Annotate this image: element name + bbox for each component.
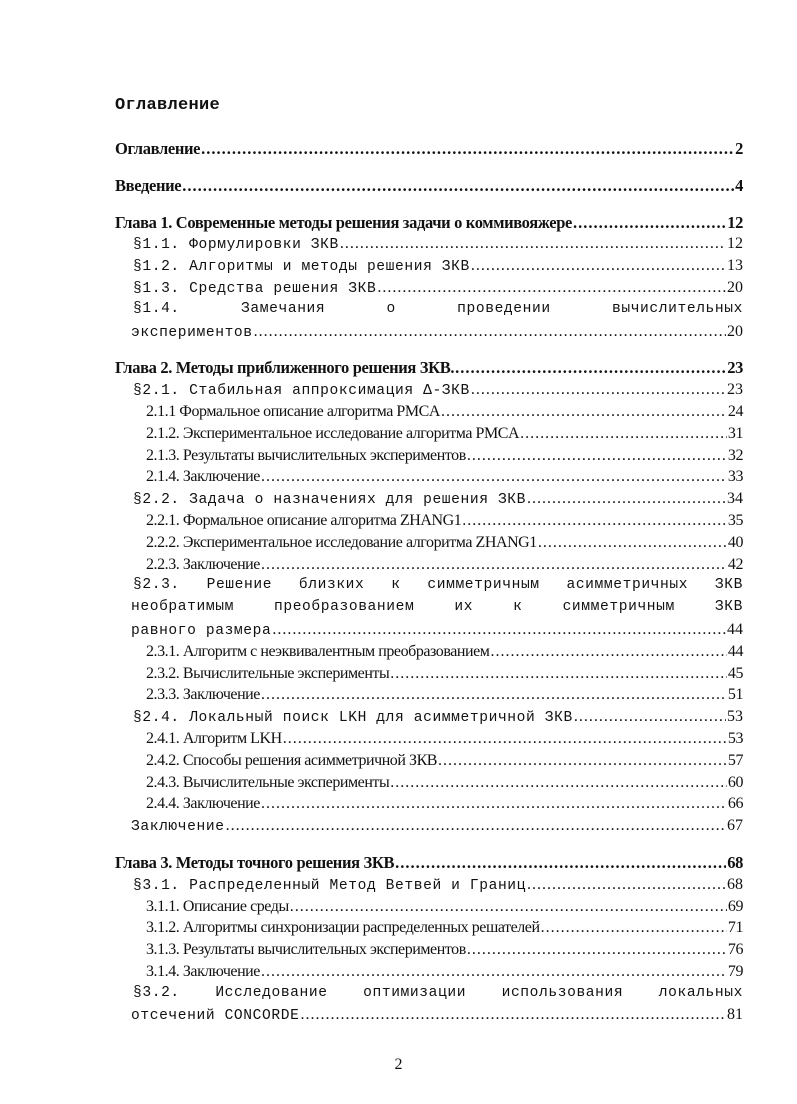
toc-entry-title: 2.1.2. Экспериментальное исследование алгоритма PMCA — [146, 424, 520, 442]
toc-entry-title: Глава 2. Методы приближенного решения ЗКВ. — [115, 358, 455, 378]
toc-entry-sub[interactable] — [115, 896, 743, 918]
toc-entry-sub[interactable] — [115, 793, 743, 815]
toc-entry-page: 67 — [727, 817, 743, 835]
dot-leader — [290, 896, 727, 918]
toc-entry-title: 2.4.3. Вычислительные эксперименты — [146, 773, 390, 791]
toc-entry-title: 2.3.1. Алгоритм с неэквивалентным преобразованием — [146, 642, 490, 660]
toc-entry-title: 3.1.2. Алгоритмы синхронизации распределенных решателей — [146, 919, 540, 937]
toc-entry-sub[interactable] — [115, 772, 743, 794]
dot-leader — [226, 815, 726, 837]
toc-entry-chapter[interactable] — [115, 175, 743, 197]
toc-entry-sec[interactable] — [115, 575, 743, 597]
toc-entry-title: 2.2.1. Формальное описание алгоритма ZHANG1 — [146, 511, 462, 529]
toc-entry-sub[interactable] — [115, 917, 743, 939]
toc-entry-title: §2.4. Локальный поиск LKH для асимметричной ЗКВ — [133, 710, 573, 727]
dot-leader — [377, 277, 726, 299]
toc-entry-title: §3.2. Исследование оптимизации использования локальных — [133, 984, 743, 1001]
toc-entry-sec[interactable] — [115, 1004, 743, 1026]
dot-leader — [538, 532, 727, 554]
toc-entry-title: 2.4.2. Способы решения асимметричной ЗКВ — [146, 751, 438, 769]
dot-leader — [254, 321, 726, 343]
toc-entry-page: 53 — [727, 708, 743, 726]
toc-entry-sub[interactable] — [115, 641, 743, 663]
toc-entry-sec[interactable] — [115, 619, 743, 641]
toc-entry-page: 45 — [727, 664, 743, 682]
dot-leader — [441, 401, 727, 423]
dot-leader — [390, 772, 727, 794]
dot-leader — [438, 750, 727, 772]
toc-entry-page: 32 — [727, 446, 743, 464]
toc-entry-page: 23 — [727, 381, 743, 399]
toc-entry-page: 4 — [735, 175, 743, 195]
dot-leader — [261, 793, 727, 815]
toc-entry-sec[interactable] — [115, 488, 743, 510]
toc-entry-title: отсечений CONCORDE — [131, 1008, 300, 1025]
toc-entry-sec[interactable] — [115, 277, 743, 299]
toc-entry-chapter[interactable] — [115, 138, 743, 160]
dot-leader — [261, 554, 727, 576]
toc-entry-page: 71 — [727, 919, 743, 937]
table-of-contents — [115, 138, 743, 1026]
toc-entry-title: 2.3.3. Заключение — [146, 686, 260, 704]
dot-leader — [390, 663, 727, 685]
toc-entry-sub[interactable] — [115, 554, 743, 576]
dot-leader — [527, 488, 726, 510]
toc-entry-title: 3.1.4. Заключение — [146, 962, 260, 980]
toc-entry-page: 12 — [727, 235, 743, 253]
toc-entry-title: Оглавление — [115, 139, 201, 158]
toc-entry-title: 2.3.2. Вычислительные эксперименты — [146, 664, 390, 682]
toc-entry-page: 31 — [727, 424, 743, 442]
toc-entry-sub[interactable] — [115, 750, 743, 772]
toc-entry-page: 2 — [735, 139, 743, 158]
toc-entry-title: 2.4.1. Алгоритм LKH — [146, 729, 282, 747]
toc-entry-title: 2.1.4. Заключение — [146, 468, 260, 486]
toc-entry-page: 34 — [727, 490, 743, 508]
toc-entry-title: равного размера — [131, 622, 272, 639]
toc-entry-chapter[interactable] — [115, 852, 743, 874]
dot-leader — [541, 917, 727, 939]
toc-entry-sub[interactable] — [115, 663, 743, 685]
toc-entry-sec[interactable] — [115, 983, 743, 1005]
toc-entry-page: 60 — [727, 773, 743, 791]
toc-entry-title: 2.2.3. Заключение — [146, 555, 260, 573]
dot-leader — [573, 212, 726, 234]
toc-entry-sub[interactable] — [115, 939, 743, 961]
dot-leader — [574, 706, 726, 728]
dot-leader — [467, 939, 727, 961]
dot-leader — [261, 466, 727, 488]
dot-leader — [340, 233, 726, 255]
toc-entry-title: Глава 1. Современные методы решения задачи о коммивояжере — [115, 212, 573, 232]
dot-leader — [490, 641, 726, 663]
toc-entry-page: 35 — [727, 511, 743, 529]
toc-heading: Оглавление — [115, 96, 221, 115]
toc-entry-title: §2.1. Стабильная аппроксимация Δ-ЗКВ — [133, 383, 470, 400]
dot-leader — [462, 510, 727, 532]
toc-entry-page: 57 — [727, 751, 743, 769]
toc-entry-sec[interactable] — [115, 299, 743, 321]
toc-entry-page: 20 — [727, 278, 743, 296]
toc-entry-sub[interactable] — [115, 445, 743, 467]
dot-leader — [261, 961, 727, 983]
toc-entry-title: 2.4.4. Заключение — [146, 795, 260, 813]
toc-entry-title: §1.3. Средства решения ЗКВ — [133, 280, 377, 297]
toc-entry-title: 2.1.1 Формальное описание алгоритма PMCA — [146, 402, 440, 420]
toc-entry-page: 12 — [727, 212, 743, 232]
toc-entry-sub[interactable] — [115, 423, 743, 445]
toc-entry-title: §1.1. Формулировки ЗКВ — [133, 237, 339, 254]
toc-entry-page: 53 — [727, 729, 743, 747]
dot-leader — [283, 728, 727, 750]
toc-entry-sec[interactable] — [115, 379, 743, 401]
dot-leader — [527, 874, 726, 896]
toc-entry-sub[interactable] — [115, 466, 743, 488]
toc-entry-page: 20 — [727, 322, 743, 340]
toc-entry-page: 23 — [727, 358, 743, 378]
dot-leader — [395, 852, 726, 874]
toc-entry-page: 42 — [727, 555, 743, 573]
toc-entry-sub[interactable] — [115, 961, 743, 983]
toc-entry-sec[interactable] — [115, 874, 743, 896]
toc-entry-chapter[interactable] — [115, 357, 743, 379]
toc-entry-title: Введение — [115, 175, 182, 195]
dot-leader — [182, 175, 734, 197]
toc-entry-title: 3.1.3. Результаты вычислительных экспериментов — [146, 941, 466, 959]
toc-entry-title: §3.1. Распределенный Метод Ветвей и Границ — [133, 877, 527, 894]
toc-entry-sub[interactable] — [115, 728, 743, 750]
toc-entry-page: 13 — [727, 257, 743, 275]
toc-entry-title: §2.2. Задача о назначениях для решения ЗКВ — [133, 492, 527, 509]
toc-entry-page: 33 — [727, 468, 743, 486]
toc-entry-title: Заключение — [131, 819, 225, 836]
toc-entry-sub[interactable] — [115, 401, 743, 423]
toc-entry-sub[interactable] — [115, 684, 743, 706]
dot-leader — [261, 684, 727, 706]
toc-entry-title: экспериментов — [131, 324, 253, 341]
dot-leader — [300, 1004, 726, 1026]
toc-entry-page: 44 — [727, 620, 743, 638]
toc-entry-chapter[interactable] — [115, 212, 743, 234]
toc-entry-sec[interactable] — [115, 233, 743, 255]
dot-leader — [201, 138, 734, 160]
dot-leader — [471, 255, 726, 277]
toc-entry-plain[interactable] — [115, 815, 743, 837]
toc-entry-sec[interactable] — [115, 706, 743, 728]
toc-entry-sec[interactable] — [115, 597, 743, 619]
dot-leader — [471, 379, 726, 401]
toc-entry-page: 76 — [727, 941, 743, 959]
toc-entry-page: 40 — [727, 533, 743, 551]
toc-entry-title: 2.2.2. Экспериментальное исследование алгоритма ZHANG1 — [146, 533, 537, 551]
toc-entry-page: 44 — [727, 642, 743, 660]
toc-entry-title: необратимым преобразованием их к симметричным ЗКВ — [131, 599, 743, 616]
toc-entry-title: §2.3. Решение близких к симметричным асимметричных ЗКВ — [133, 577, 743, 594]
toc-entry-page: 68 — [727, 875, 743, 893]
toc-entry-sub[interactable] — [115, 510, 743, 532]
dot-leader — [467, 445, 727, 467]
toc-entry-title: §1.2. Алгоритмы и методы решения ЗКВ — [133, 259, 470, 276]
toc-entry-sec[interactable] — [115, 321, 743, 343]
toc-entry-page: 51 — [727, 686, 743, 704]
toc-entry-page: 66 — [727, 795, 743, 813]
dot-leader — [455, 357, 726, 379]
toc-entry-page: 68 — [727, 852, 743, 872]
toc-entry-page: 79 — [727, 962, 743, 980]
toc-entry-page: 69 — [727, 897, 743, 915]
toc-entry-page: 81 — [727, 1006, 743, 1024]
toc-entry-title: 2.1.3. Результаты вычислительных экспериментов — [146, 446, 466, 464]
dot-leader — [520, 423, 727, 445]
toc-entry-title: 3.1.1. Описание среды — [146, 897, 289, 915]
toc-entry-sec[interactable] — [115, 255, 743, 277]
page-number: 2 — [394, 1056, 403, 1073]
toc-entry-title: §1.4. Замечания о проведении вычислительных — [133, 300, 743, 317]
dot-leader — [272, 619, 726, 641]
toc-entry-sub[interactable] — [115, 532, 743, 554]
toc-entry-title: Глава 3. Методы точного решения ЗКВ — [115, 852, 395, 872]
toc-entry-page: 24 — [727, 402, 743, 420]
